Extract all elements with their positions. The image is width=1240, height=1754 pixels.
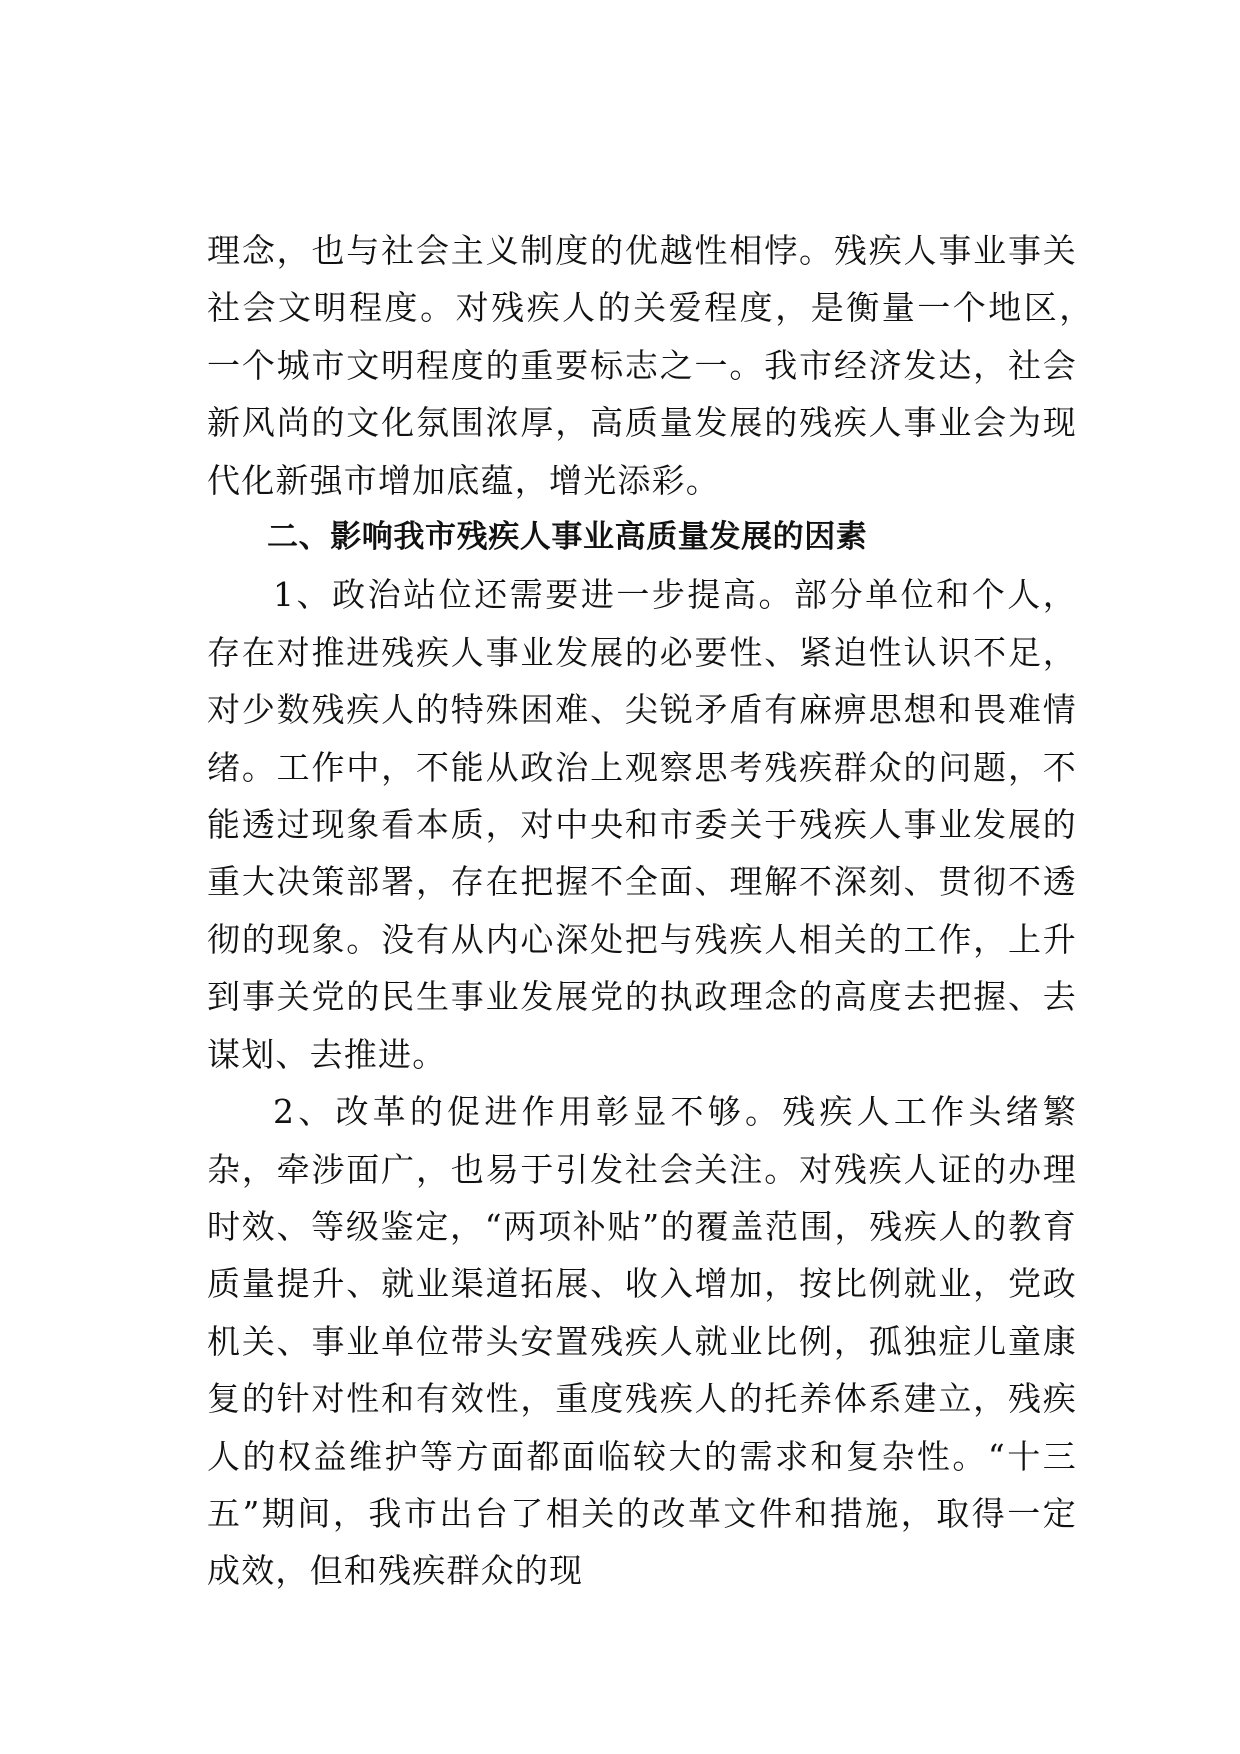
- paragraph-civilization: 理念，也与社会主义制度的优越性相悖。残疾人事业事关社会文明程度。对残疾人的关爱程度，是衡量一个地区， 一个城市文明程度的重要标志之一。我市经济发达，社会新风尚的文化氛围浓厚，高质量发展的残疾人事业会为现代化新强市增加底蕴，增光添彩。: [207, 231, 1112, 500]
- paragraph-reform-effect: 2、改革的促进作用彰显不够。残疾人工作头绪繁杂，牵涉面广，也易于引发社会关注。对残疾人证的办理时效、等级鉴定，“两项补贴”的覆盖范围，残疾人的教育质量提升、就业渠道拓展、收入增加，按比例就业，党政机关、事业单位带头安置残疾人就业比例，孤独症儿童康复的针对性和有效性，重度残疾人的托养体系建立，残疾人的权益维护等方面都面临较大的需求和复杂性。“十三五”期间，我市出台了相关的改革文件和措施，取得一定成效，但和残疾群众的现: [207, 1092, 1077, 1591]
- document-body: [207, 222, 1112, 1600]
- section-heading-factors: 二、影响我市残疾人事业高质量发展的因素: [267, 519, 868, 556]
- paragraph-political-stance: 1、政治站位还需要进一步提高。部分单位和个人，存在对推进残疾人事业发展的必要性、紧迫性认识不足，对少数残疾人的特殊困难、尖锐矛盾有麻痹思想和畏难情绪。工作中，不能从政治上观察思考残疾群众的问题，不能透过现象看本质，对中央和市委关于残疾人事业发展的重大决策部署，存在把握不全面、理解不深刻、贯彻不透彻的现象。没有从内心深处把与残疾人相关的工作，上升到事关党的民生事业发展党的执政理念的高度去把握、去谋划、去推进。: [207, 575, 1077, 1074]
